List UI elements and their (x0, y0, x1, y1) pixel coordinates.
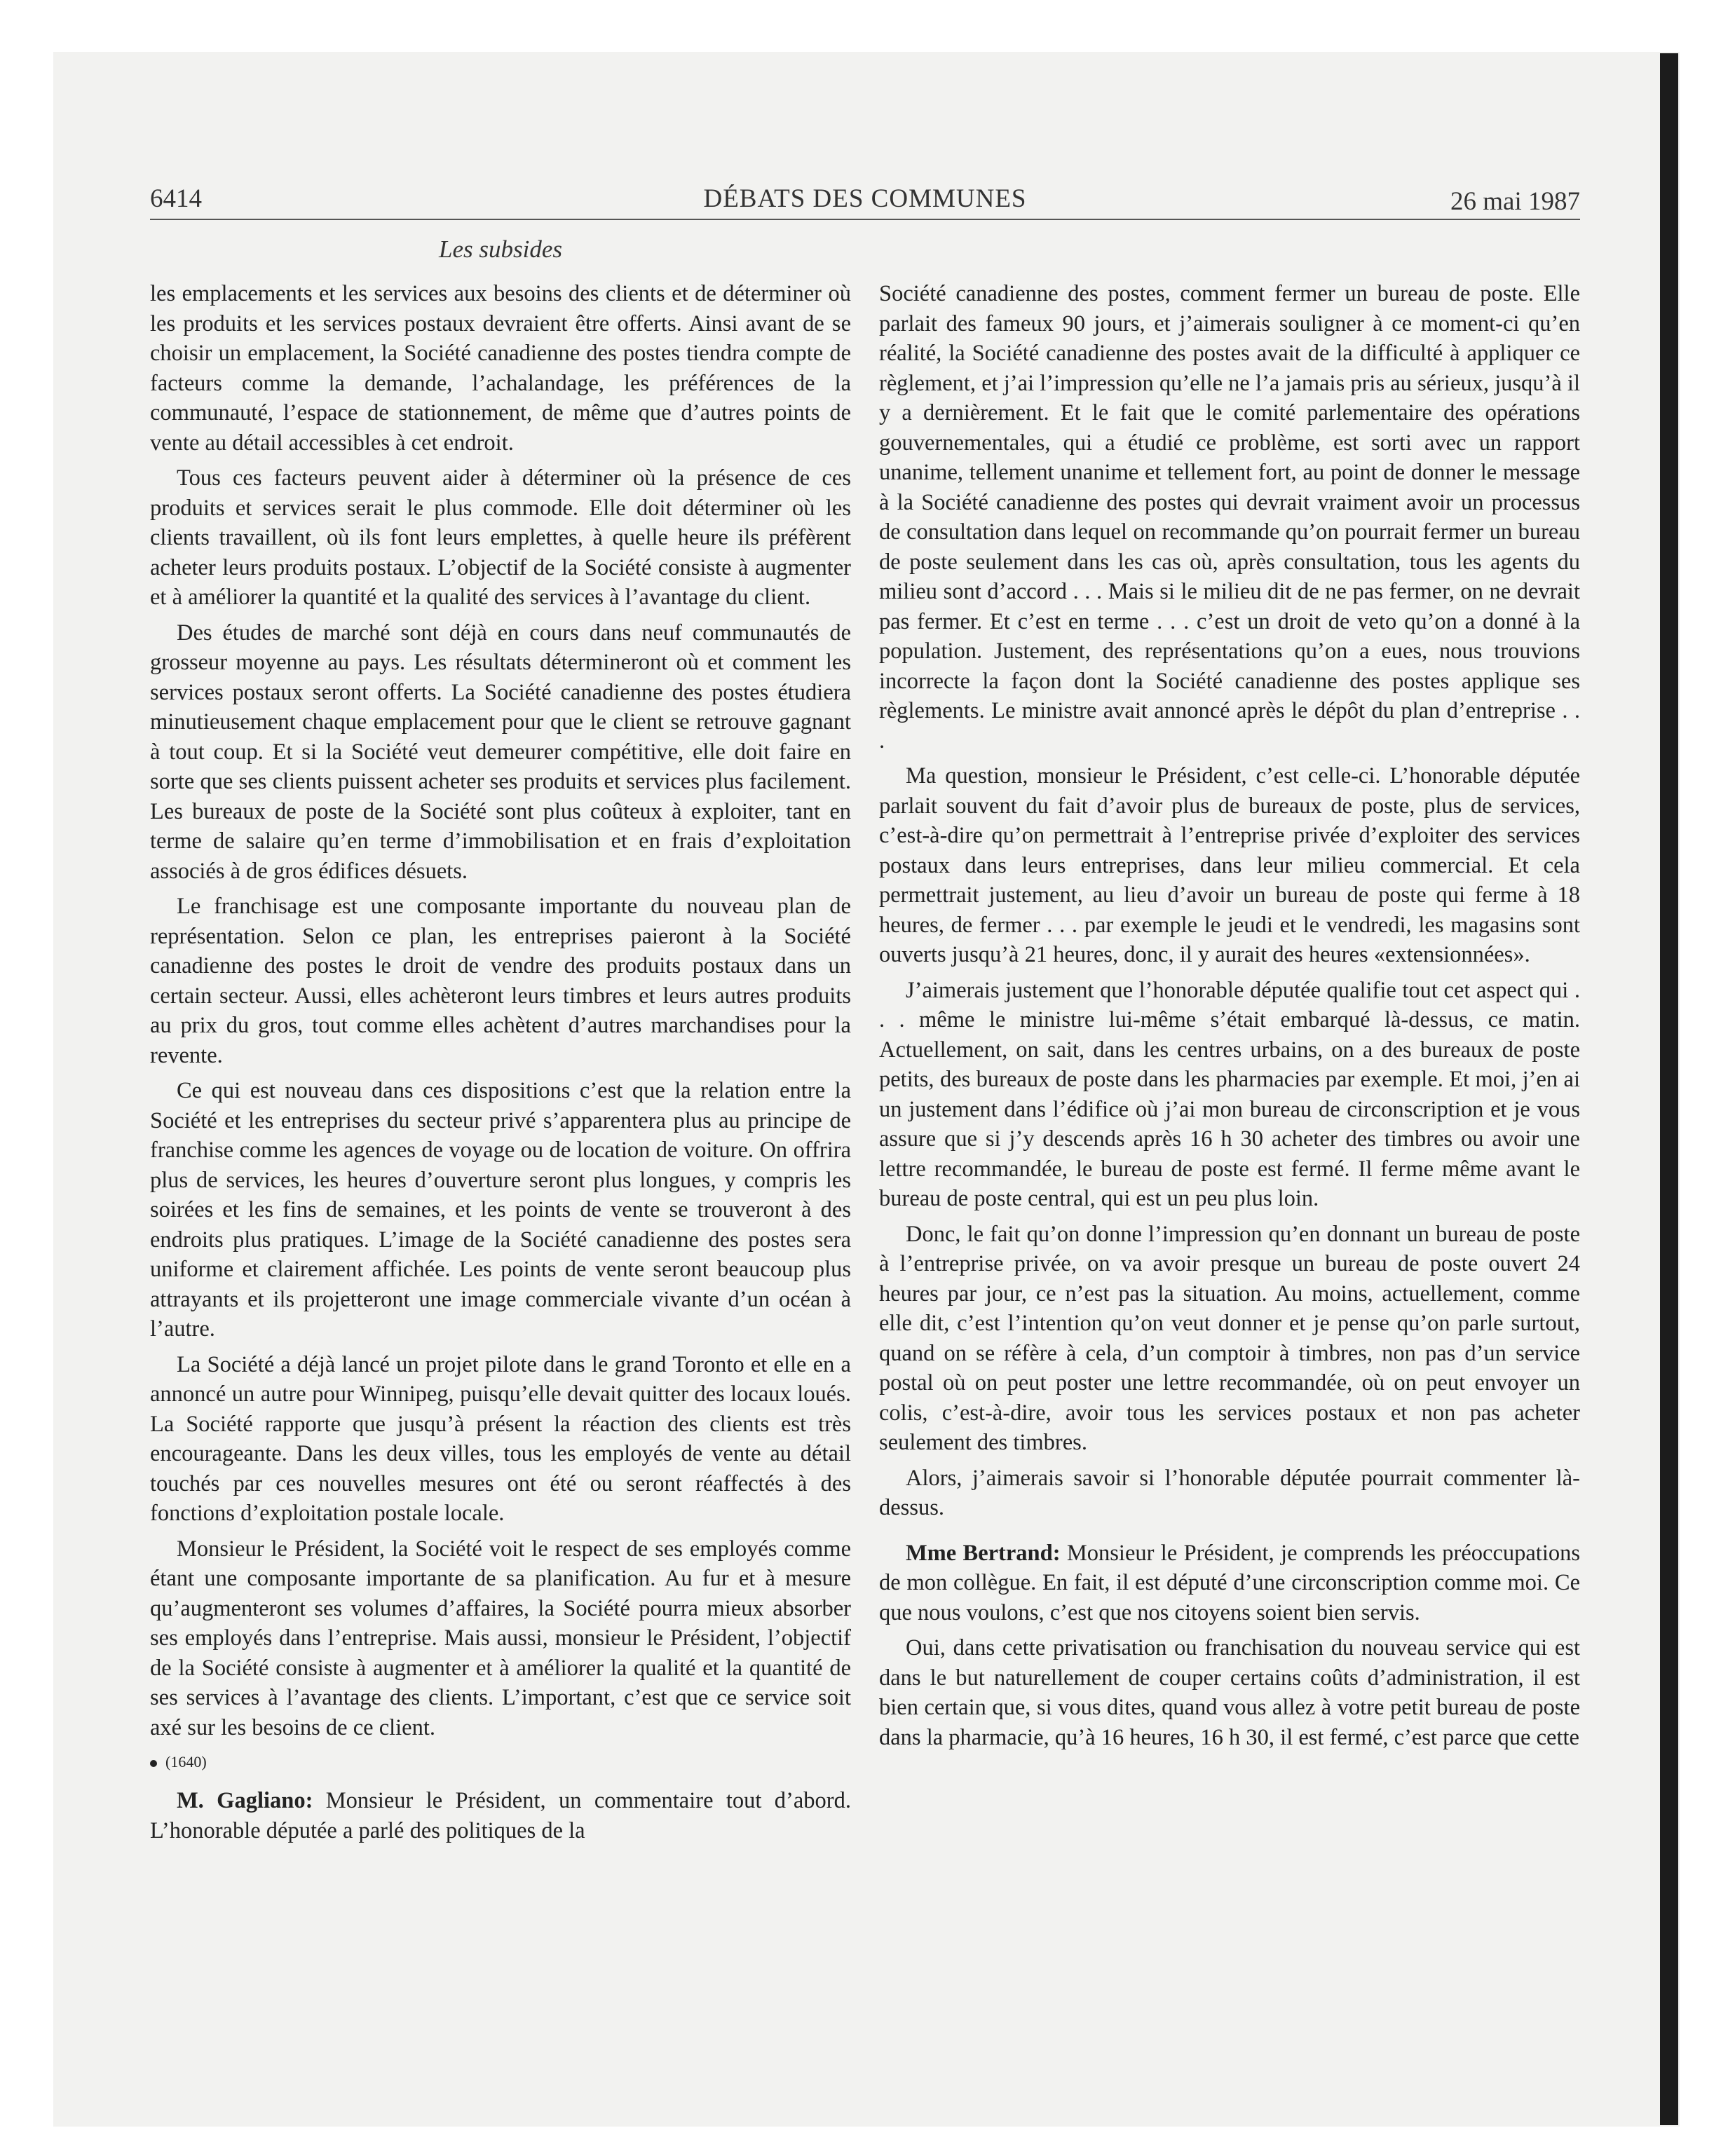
bullet-icon (150, 1760, 157, 1767)
paragraph: les emplacements et les services aux besoins des clients et de déterminer où les produits et les services postaux devraient être offerts. Ainsi avant de se choisir un emplacement, la Société canadienne des postes tiendra compte de facteurs comme la demande, l’achalandage, les préférences de la communauté, l’espace de stationnement, de même que d’autres points de vente au détail accessibles à cet endroit. (150, 281, 851, 456)
paragraph: Ce qui est nouveau dans ces dispositions c’est que la relation entre la Société et les entreprises du secteur privé s’apparentera plus au principe de franchise comme les agences de voyage ou de location de voiture. On offrira plus de services, les heures d’ouverture seront plus longues, y compris les soirées et les fins de semaines, et les points de vente se trouveront à des endroits plus pratiques. L’image de la Société canadienne des postes sera uniforme et clairement affichée. Les points de vente seront beaucoup plus attrayants et ils projetteront une image commerciale vivante d’un océan à l’autre. (150, 1078, 851, 1342)
speech-text: Monsieur le Président, un commentaire tout d’abord. L’honorable députée a parlé des politiques de la (150, 1788, 851, 1843)
paragraph: Monsieur le Président, la Société voit le respect de ses employés comme étant une composante importante de sa planification. Au fur et à mesure qu’augmenteront ses volumes d’affaires, la Société pourra mieux absorber ses employés dans l’entreprise. Mais aussi, monsieur le Président, l’objectif de la Société consiste à augmenter et à améliorer la qualité et la quantité de ses services à l’avantage des clients. L’important, c’est que ce service soit axé sur les besoins de ce client. (150, 1536, 851, 1740)
left-column (150, 279, 851, 1851)
paragraph: Société canadienne des postes, comment fermer un bureau de poste. Elle parlait des fameux 90 jours, et j’aimerais souligner à ce moment-ci qu’en réalité, la Société canadienne des postes avait de la difficulté à appliquer ce règlement, et j’ai l’impression qu’elle ne l’a jamais pris au sérieux, jusqu’à il y a dernièrement. Et le fait que le comité parlementaire des opérations gouvernementales, qui a étudié ce problème, est sorti avec un rapport unanime, tellement unanime et tellement fort, au point de donner le message à la Société canadienne des postes qui devrait vraiment avoir un processus de consultation dans lequel on recommande qu’on pourrait fermer un bureau de poste seulement dans les cas où, après consultation, tous les agents du milieu sont d’accord . . . Mais si le milieu dit de ne pas fermer, on ne devrait pas fermer. Et c’est en terme . . . c’est un droit de veto qu’on a donné à la population. Justement, des représentations qu’on a eues, nous trouvions incorrecte la façon dont la Société canadienne des postes applique ses règlements. Le ministre avait annoncé après le dépôt du plan d’entreprise . . . (879, 281, 1580, 753)
running-title: Les subsides (439, 236, 562, 263)
paragraph: La Société a déjà lancé un projet pilote dans le grand Toronto et elle en a annoncé un autre pour Winnipeg, puisqu’elle devait quitter des locaux loués. La Société rapporte que jusqu’à présent la réaction des clients est très encourageante. Dans les deux villes, tous les employés de vente au détail touchés par ces nouvelles mesures ont été ou seront réaffectés à des fonctions d’exploitation postale locale. (150, 1351, 851, 1526)
paragraph: Le franchisage est une composante importante du nouveau plan de représentation. Selon ce plan, les entreprises paieront à la Société canadienne des postes le droit de vendre des produits postaux dans un certain secteur. Aussi, elles achèteront leurs timbres et leurs autres produits au prix du gros, tout comme elles achètent d’autres marchandises pour la revente. (150, 894, 851, 1068)
paragraph: Donc, le fait qu’on donne l’impression qu’en donnant un bureau de poste à l’entreprise privée, on va avoir presque un bureau de poste ouvert 24 heures par jour, ce n’est pas la situation. Au moins, actuellement, comme elle dit, c’est l’intention qu’on veut donner et je pense qu’on parle surtout, quand on se réfère à cela, d’un comptoir à timbres, non pas d’un service postal où on peut poster une lettre recommandée, où on peut envoyer un colis, c’est-à-dire, avoir tous les services postaux et non pas acheter seulement des timbres. (879, 1221, 1580, 1455)
paragraph: Des études de marché sont déjà en cours dans neuf communautés de grosseur moyenne au pays. Les résultats détermineront où et comment les services postaux seront offerts. La Société canadienne des postes étudiera minutieusement chaque emplacement pour que le client se retrouve gagnant à tout coup. Et si la Société veut demeurer compétitive, elle doit faire en sorte que ses clients puissent acheter ses produits et services plus facilement. Les bureaux de poste de la Société sont plus coûteux à exploiter, tant en terme de salaire qu’en terme d’immobilisation et en frais d’exploitation associés à de gros édifices désuets. (150, 620, 851, 884)
publication-title: DÉBATS DES COMMUNES (703, 184, 1027, 213)
paragraph: Tous ces facteurs peuvent aider à déterminer où la présence de ces produits et services serait le plus commode. Elle doit déterminer où les clients travaillent, où ils font leurs emplettes, à quelle heure ils préfèrent acheter leurs produits postaux. L’objectif de la Société consiste à augmenter et à améliorer la quantité et la qualité des services à l’avantage du client. (150, 465, 851, 610)
timestamp: (1640) (165, 1753, 207, 1770)
paragraph: J’aimerais justement que l’honorable députée qualifie tout cet aspect qui . . . même le ministre lui-même s’était embarqué là-dessus, ce matin. Actuellement, on sait, dans les centres urbains, on a des bureaux de poste petits, des bureaux de poste dans les pharmacies par exemple. Et moi, j’en ai un justement dans l’édifice où j’ai mon bureau de circonscription et je vous assure que si j’y descends après 16 h 30 acheter des timbres ou avoir une lettre recommandée, le bureau de poste est fermé. Il ferme même avant le bureau de poste central, qui est un peu plus loin. (879, 977, 1580, 1211)
time-marker (150, 1752, 851, 1772)
header-rule (150, 219, 1580, 220)
paragraph: Alors, j’aimerais savoir si l’honorable députée pourrait commenter là-dessus. (879, 1465, 1580, 1520)
speech-paragraph (150, 1786, 851, 1845)
page-header (150, 184, 1580, 220)
scan-edge-bar (1660, 53, 1678, 2125)
paragraph: Ma question, monsieur le Président, c’est celle-ci. L’honorable députée parlait souvent du fait d’avoir plus de bureaux de poste, plus de services, c’est-à-dire qu’on permettrait à l’entreprise privée d’exploiter des services postaux dans leurs entreprises, dans leur milieu commercial. Et cela permettrait justement, au lieu d’avoir un bureau de poste qui ferme à 18 heures, de fermer . . . par exemple le jeudi et le vendredi, les magasins sont ouverts jusqu’à 21 heures, donc, il y aurait des heures «extensionnées». (879, 763, 1580, 967)
right-column (879, 279, 1580, 1758)
page-number: 6414 (150, 184, 202, 213)
speech-text: Monsieur le Président, je comprends les préoccupations de mon collègue. En fait, il est député d’une circonscription comme moi. Ce que nous voulons, c’est que nos citoyens soient bien servis. (879, 1540, 1580, 1625)
speaker-name: M. Gagliano: (177, 1788, 313, 1813)
paragraph: Oui, dans cette privatisation ou franchisation du nouveau service qui est dans le but naturellement de couper certains coûts d’administration, il est bien certain que, si vous dites, quand vous allez à votre petit bureau de poste dans la pharmacie, qu’à 16 heures, 16 h 30, il est fermé, c’est parce que cette (879, 1635, 1580, 1750)
speaker-name: Mme Bertrand: (906, 1540, 1061, 1566)
speech-paragraph (879, 1538, 1580, 1628)
publication-date: 26 mai 1987 (1450, 187, 1580, 216)
